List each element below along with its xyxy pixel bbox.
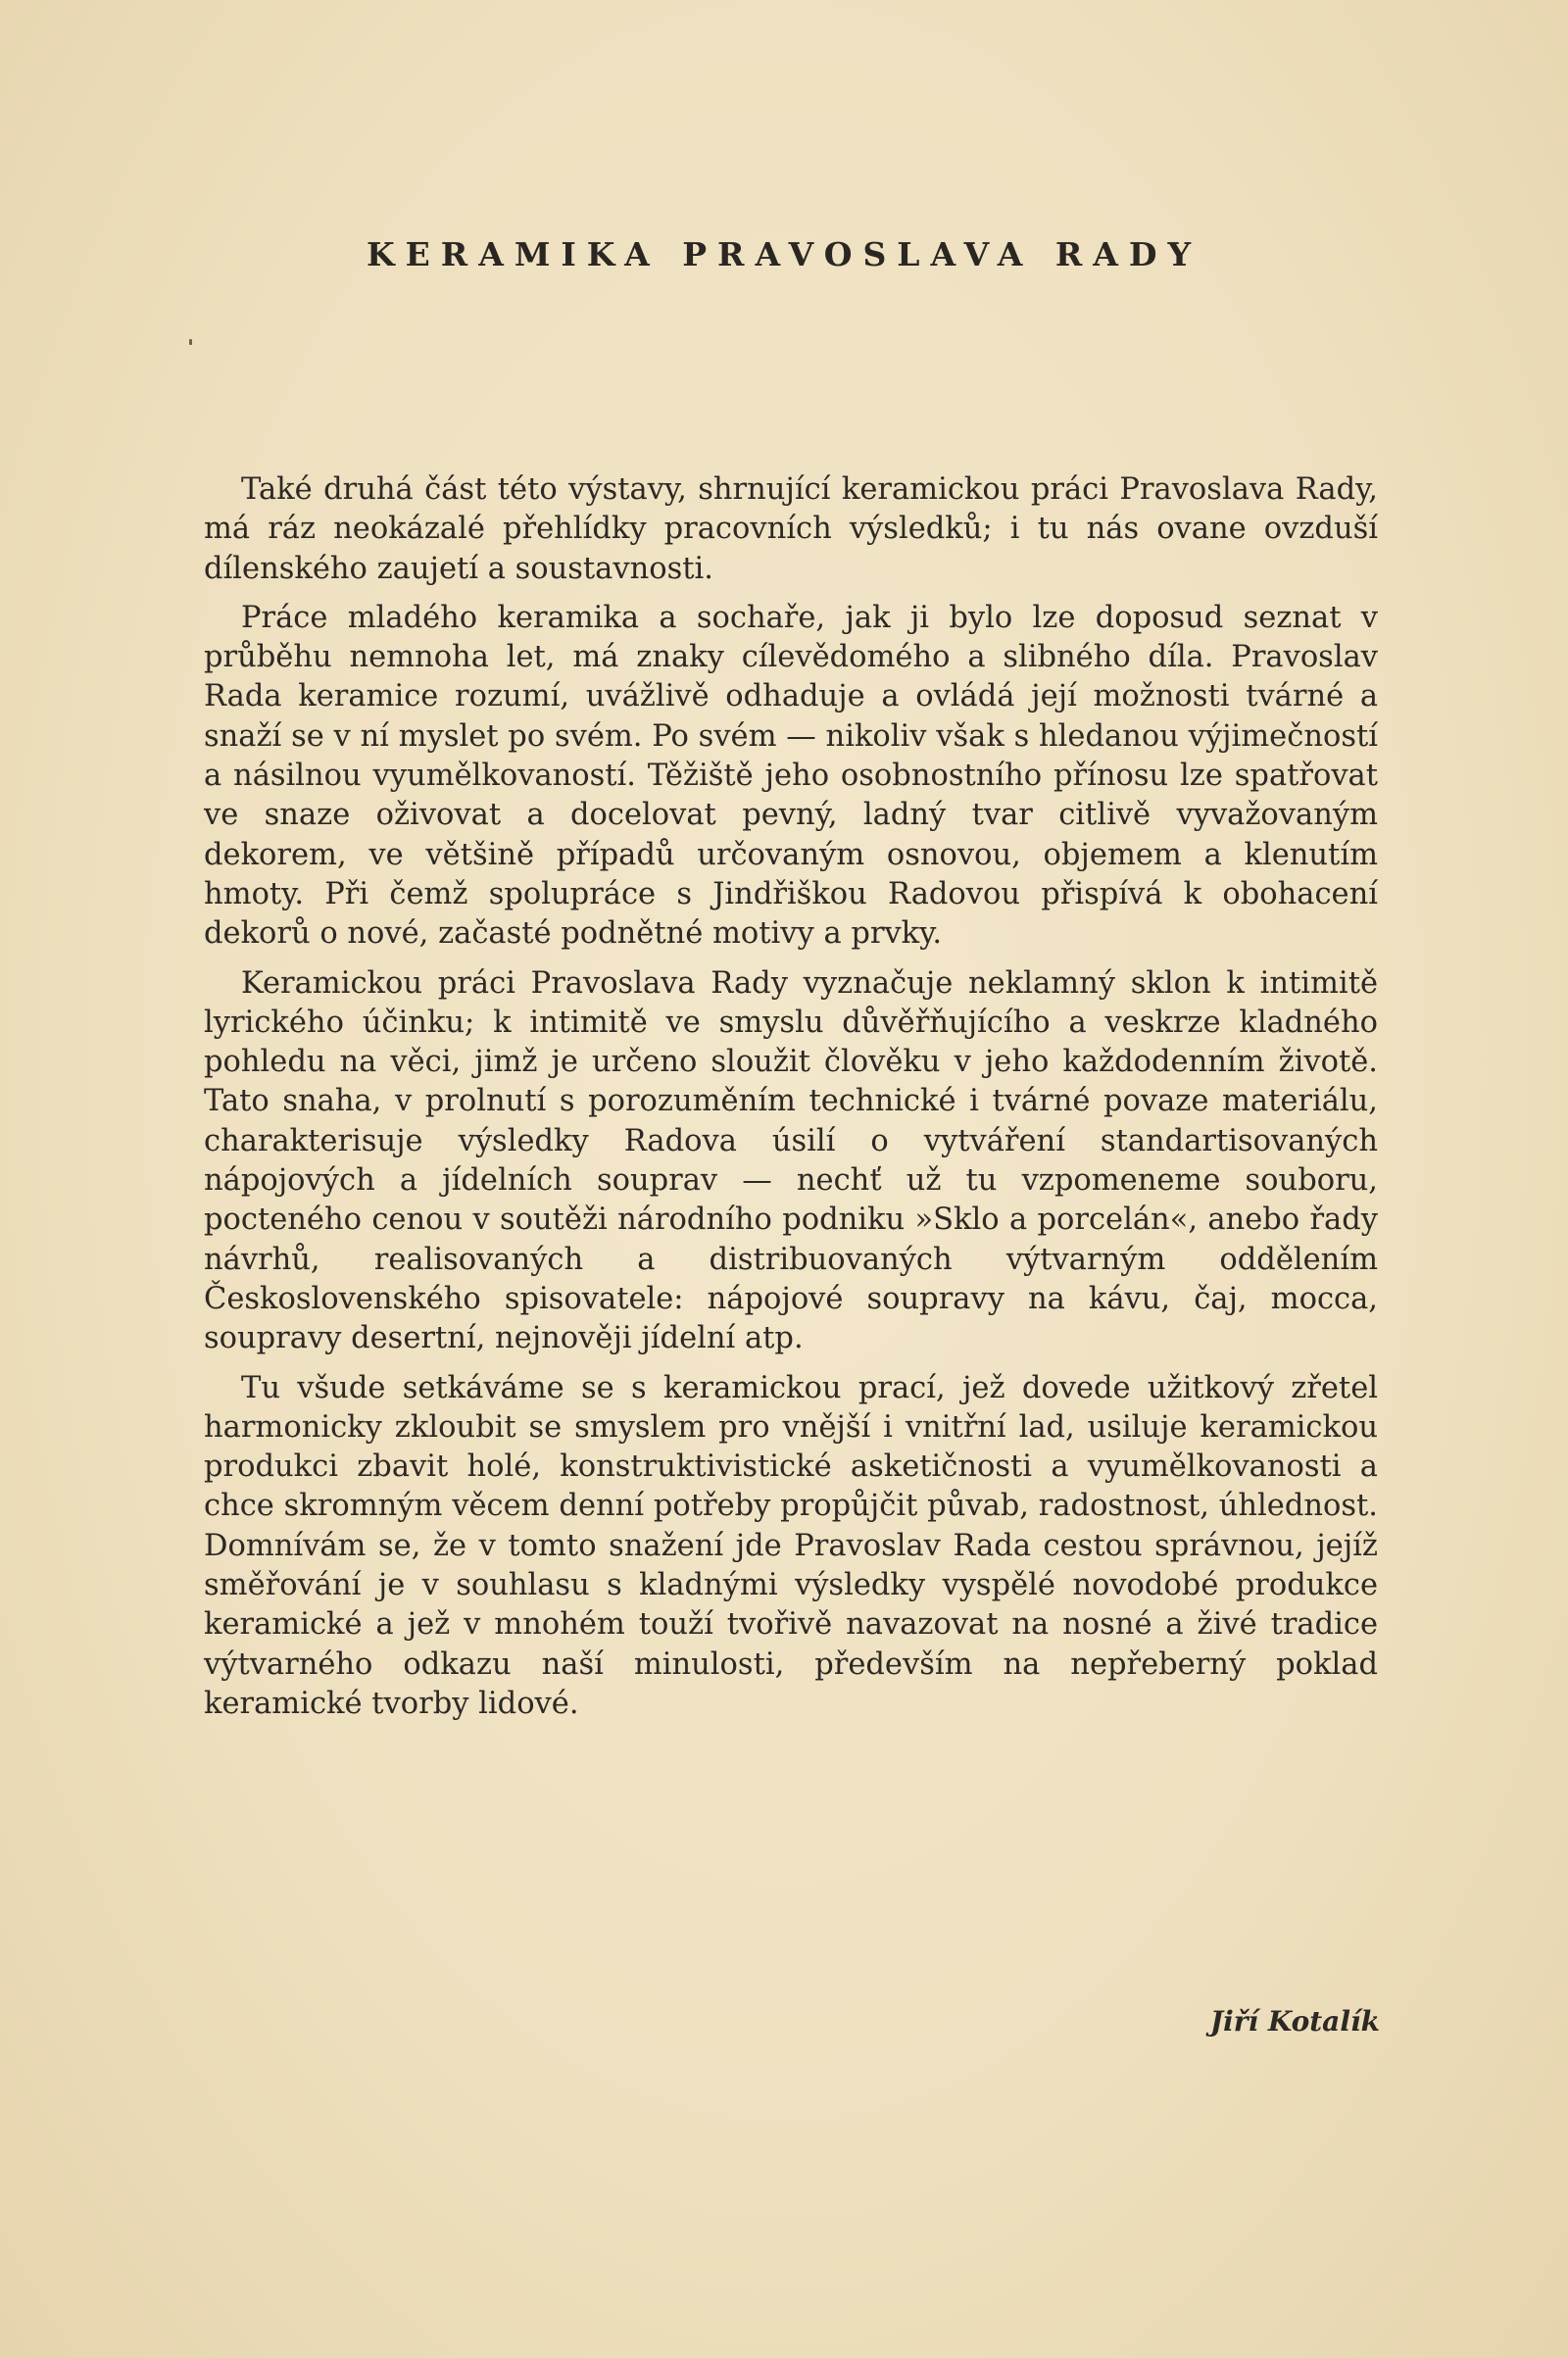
author-signature: Jiří Kotalík bbox=[1209, 2005, 1380, 2038]
document-title: KERAMIKA PRAVOSLAVA RADY bbox=[366, 235, 1202, 273]
paragraph-2: Práce mladého keramika a sochaře, jak ji bylo lze doposud seznat v průběhu nemnoha let, má znaky cílevědomého a slibného díla. Pravoslav Rada keramice rozumí, uvážlivě odhaduje a ovládá její možnosti tvárné a snaží se v ní myslet po svém. Po svém — nikoliv však s hledanou výjimečností a násilnou vyumělkovaností. Těžiště jeho osobnostního přínosu lze spatřovat ve snaze oživovat a docelovat pevný, ladný tvar citlivě vyvažovaným dekorem, ve většině případů určovaným osnovou, objemem a klenutím hmoty. Při čemž spolupráce s Jindřiškou Radovou přispívá k obohacení dekorů o nové, začasté podnětné motivy a prvky. bbox=[204, 600, 1378, 952]
print-speck bbox=[189, 339, 192, 345]
article-body bbox=[204, 470, 1378, 1734]
paragraph-4: Tu všude setkáváme se s keramickou prací, jež dovede užitkový zřetel harmonicky zkloubit se smyslem pro vnější i vnitřní lad, usiluje keramickou produkci zbavit holé, konstruktivistické asketičnosti a vyumělkovanosti a chce skromným věcem denní potřeby propůjčit půvab, radostnost, úhlednost. Domnívám se, že v tomto snažení jde Pravoslav Rada cestou správnou, jejíž směřování je v souhlasu s kladnými výsledky vyspělé novodobé produkce keramické a jež v mnohém touží tvořivě navazovat na nosné a živé tradice výtvarného odkazu naší minulosti, především na nepřeberný poklad keramické tvorby lidové. bbox=[204, 1370, 1378, 1721]
paragraph-1: Také druhá část této výstavy, shrnující keramickou práci Pravoslava Rady, má ráz neokázalé přehlídky pracovních výsledků; i tu nás ovane ovzduší dílenského zaujetí a soustavnosti. bbox=[204, 472, 1378, 586]
paragraph-3: Keramickou práci Pravoslava Rady vyznačuje neklamný sklon k intimitě lyrického účinku; k intimitě ve smyslu důvěřňujícího a veskrze kladného pohledu na věci, jimž je určeno sloužit člověku v jeho každodenním životě. Tato snaha, v prolnutí s porozuměním technické i tvárné povaze materiálu, charakterisuje výsledky Radova úsilí o vytváření standartisovaných nápojových a jídelních souprav — nechť už tu vzpomeneme souboru, pocteného cenou v soutěži národního podniku »Sklo a porcelán«, anebo řady návrhů, realisovaných a distribuovaných výtvarným oddělením Československého spisovatele: nápojové soupravy na kávu, čaj, mocca, soupravy desertní, nejnověji jídelní atp. bbox=[204, 965, 1378, 1356]
